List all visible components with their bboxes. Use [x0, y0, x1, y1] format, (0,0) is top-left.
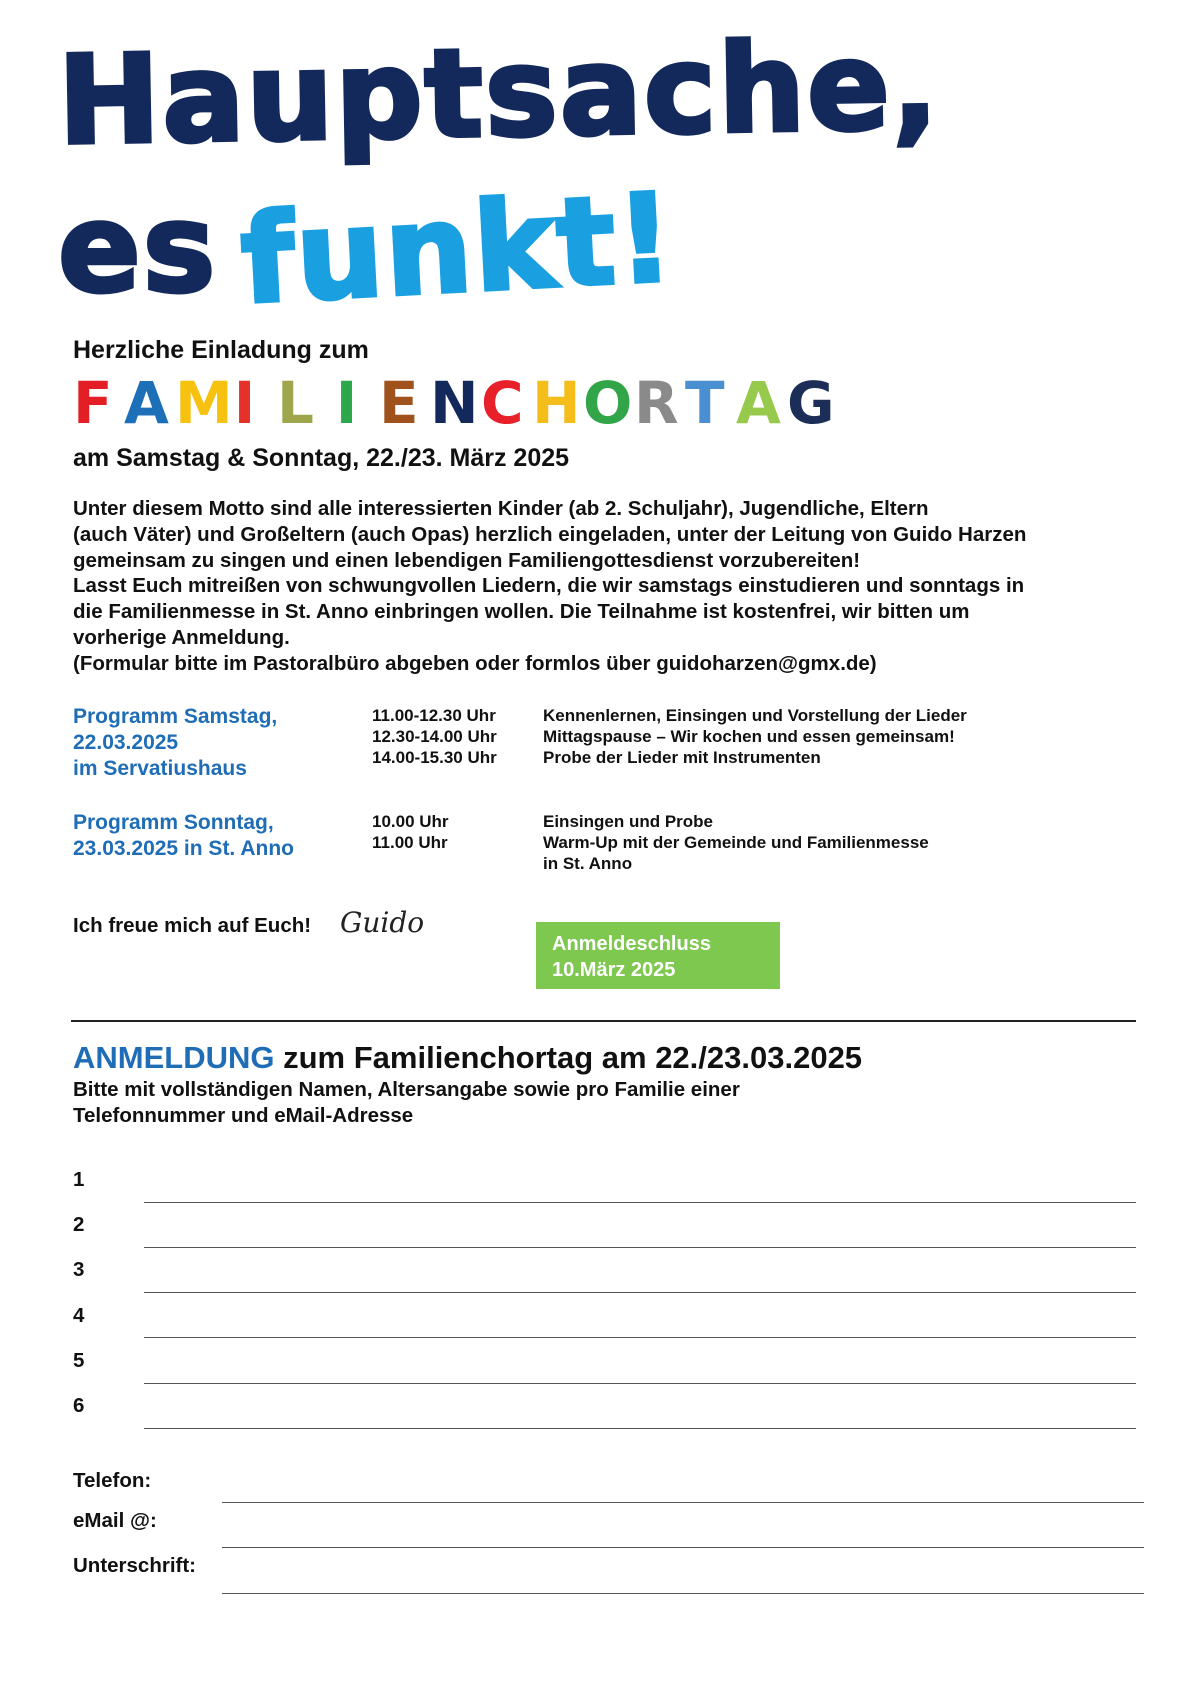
email-label: eMail @:: [73, 1509, 157, 1532]
row-number: 2: [73, 1213, 85, 1236]
phone-label: Telefon:: [73, 1469, 152, 1492]
closing-text: Ich freue mich auf Euch!: [73, 914, 312, 937]
event-date: am Samstag & Sonntag, 22./23. März 2025: [73, 444, 570, 472]
title-letter: I: [335, 369, 358, 437]
program-sunday-activities: [543, 811, 929, 874]
program-time: 12.30-14.00 Uhr: [372, 727, 497, 746]
program-time: 11.00-12.30 Uhr: [372, 706, 496, 725]
program-title-line: im Servatiushaus: [73, 757, 247, 780]
program-activity: Warm-Up mit der Gemeinde und Familienmesse: [543, 833, 929, 852]
title-letter: N: [430, 369, 479, 437]
headline-line1: Hauptsache,: [56, 14, 942, 172]
headline-word-es: es: [58, 178, 218, 320]
registration-subtitle-line: Bitte mit vollständigen Namen, Altersangabe sowie pro Familie einer: [73, 1078, 740, 1101]
name-line-6[interactable]: [144, 1428, 1136, 1429]
row-number: 4: [73, 1304, 85, 1327]
paragraph-line: vorherige Anmeldung.: [73, 625, 290, 649]
program-title-line: Programm Samstag,: [73, 705, 278, 728]
program-time: 10.00 Uhr: [372, 812, 449, 831]
title-letter: A: [124, 369, 169, 437]
phone-field[interactable]: [222, 1502, 1144, 1503]
title-letter: O: [583, 369, 633, 437]
program-sunday-times: [372, 811, 449, 853]
registration-subtitle-line: Telefonnummer und eMail-Adresse: [73, 1104, 414, 1127]
name-line-3[interactable]: [144, 1292, 1136, 1293]
signature-field[interactable]: [222, 1593, 1144, 1594]
program-activity: Probe der Lieder mit Instrumenten: [543, 748, 821, 767]
program-title-line: Programm Sonntag,: [73, 811, 274, 834]
row-number: 3: [73, 1258, 85, 1281]
paragraph-line: die Familienmesse in St. Anno einbringen wollen. Die Teilnahme ist kostenfrei, wir bitten um: [73, 600, 970, 624]
title-letter: I: [233, 369, 256, 437]
title-letter: T: [685, 369, 725, 437]
registration-title: zum Familienchortag am 22./23.03.2025: [274, 1040, 863, 1075]
program-title-line: 23.03.2025 in St. Anno: [73, 837, 294, 860]
program-activity: Mittagspause – Wir kochen und essen gemeinsam!: [543, 727, 955, 746]
headline-line2: [58, 166, 679, 332]
paragraph-line: Unter diesem Motto sind alle interessierten Kinder (ab 2. Schuljahr), Jugendliche, Eltern: [73, 497, 929, 520]
name-line-5[interactable]: [144, 1383, 1136, 1384]
familienchortag-title: [73, 369, 835, 437]
row-number: 6: [73, 1394, 85, 1417]
deadline-label: Anmeldeschluss: [552, 933, 711, 955]
invitation-paragraph: [73, 496, 1153, 677]
program-sunday-title: [73, 810, 294, 862]
title-letter: E: [379, 369, 419, 437]
program-activity: Einsingen und Probe: [543, 812, 714, 831]
paragraph-line: (Formular bitte im Pastoralbüro abgeben oder formlos über guidoharzen@gmx.de): [73, 651, 877, 675]
program-activity: in St. Anno: [543, 854, 633, 873]
email-field[interactable]: [222, 1547, 1144, 1548]
program-activity: Kennenlernen, Einsingen und Vorstellung der Lieder: [543, 706, 967, 725]
registration-heading: [73, 1040, 862, 1076]
program-title-line: 22.03.2025: [73, 731, 179, 754]
deadline-badge: [536, 922, 780, 989]
name-line-2[interactable]: [144, 1247, 1136, 1248]
deadline-date: 10.März 2025: [552, 959, 676, 981]
signature-label: Unterschrift:: [73, 1554, 197, 1577]
row-number: 5: [73, 1349, 85, 1372]
invitation-intro: Herzliche Einladung zum: [73, 336, 369, 364]
program-saturday-times: [372, 705, 497, 768]
title-letter: H: [532, 369, 581, 437]
program-time: 14.00-15.30 Uhr: [372, 748, 497, 767]
signature: Guido: [340, 906, 425, 939]
title-letter: L: [277, 369, 314, 437]
row-number: 1: [73, 1168, 85, 1191]
title-letter: C: [481, 369, 524, 437]
paragraph-line: (auch Väter) und Großeltern (auch Opas) herzlich eingeladen, unter der Leitung von Guido Harzen: [73, 522, 1027, 546]
registration-accent: ANMELDUNG: [73, 1040, 275, 1075]
section-divider: [71, 1020, 1136, 1022]
paragraph-line: gemeinsam zu singen und einen lebendigen Familiengottesdienst vorzubereiten!: [73, 548, 861, 572]
title-letter: G: [787, 369, 835, 437]
title-letter: R: [634, 369, 679, 437]
program-saturday-title: [73, 704, 277, 782]
registration-subtitle: [73, 1077, 740, 1129]
program-time: 11.00 Uhr: [372, 833, 448, 852]
name-line-1[interactable]: [144, 1202, 1136, 1203]
title-letter: A: [736, 369, 781, 437]
title-letter: F: [73, 369, 113, 437]
title-letter: M: [175, 369, 233, 437]
headline-word-funkt: funkt!: [237, 166, 679, 332]
paragraph-line: Lasst Euch mitreißen von schwungvollen Liedern, die wir samstags einstudieren und sonntags in: [73, 574, 1025, 598]
program-saturday-activities: [543, 705, 967, 768]
name-line-4[interactable]: [144, 1337, 1136, 1338]
